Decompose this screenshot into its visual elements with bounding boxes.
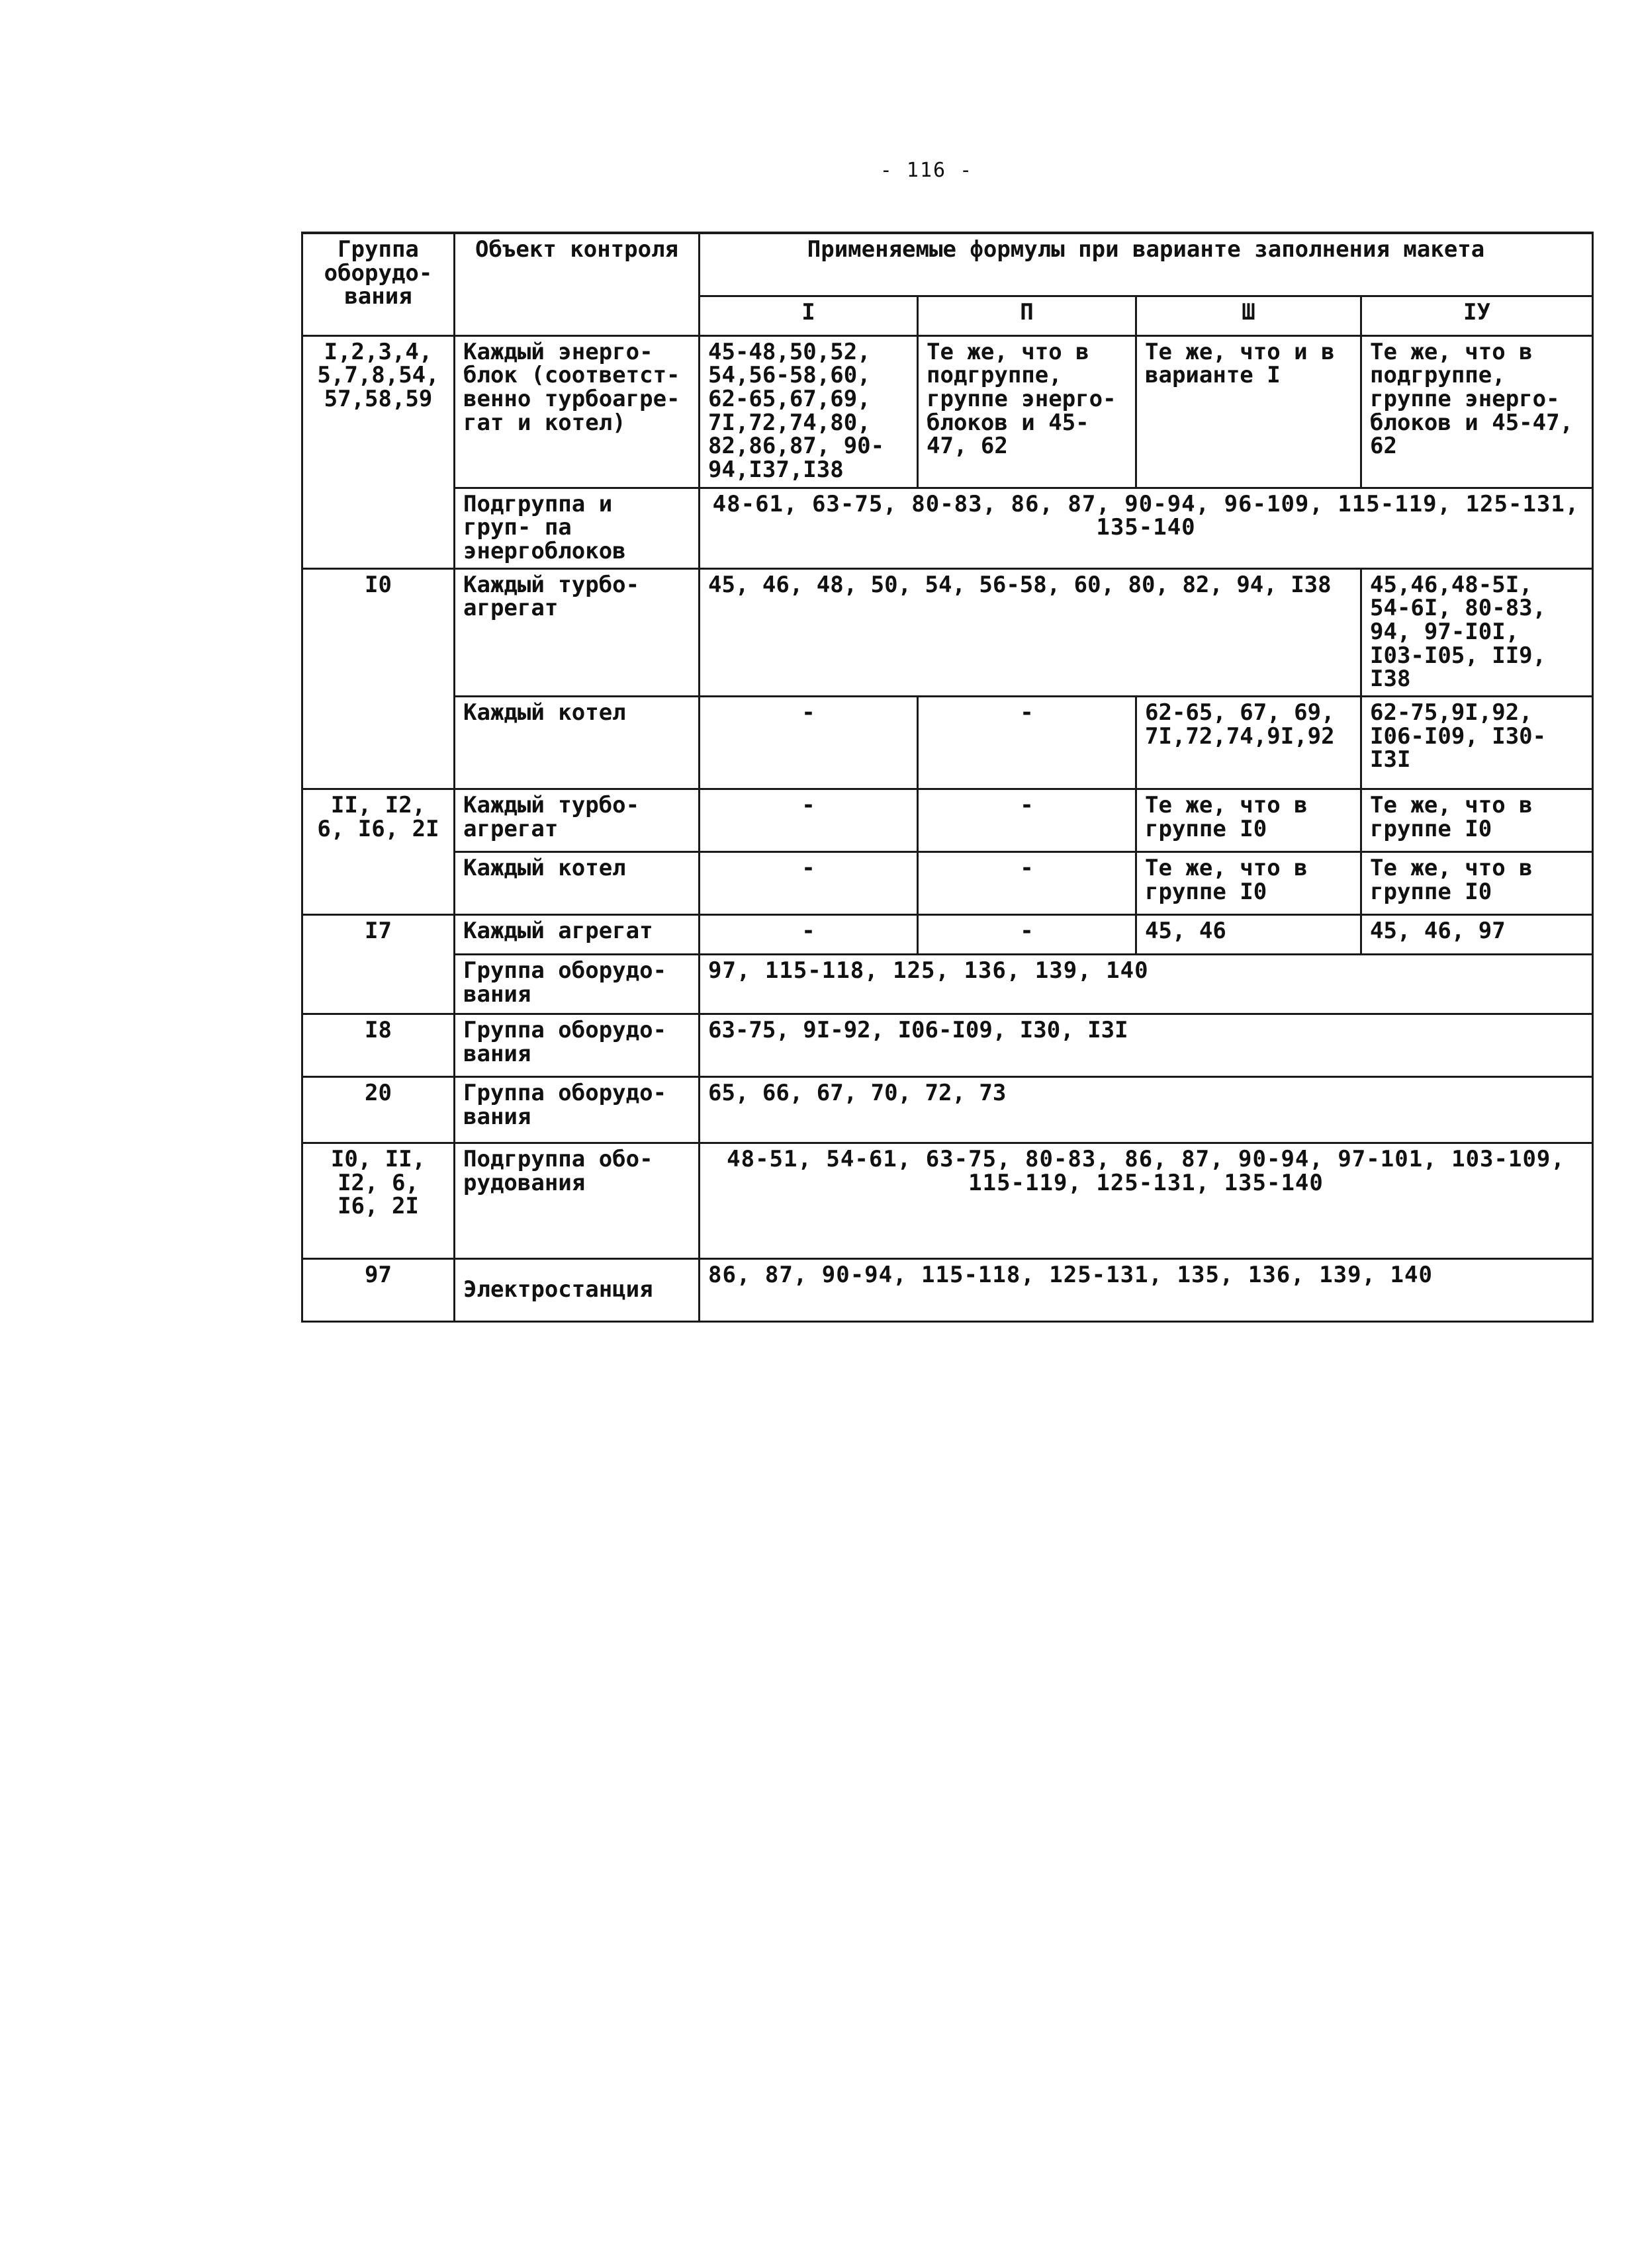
formulas-cell: 48-61, 63-75, 80-83, 86, 87, 90-94, 96-109, 115-119, 125-131, 135-140 (700, 488, 1593, 568)
header-variant-1: I (700, 296, 918, 335)
object-cell: Каждый турбо- агрегат (455, 568, 700, 696)
table-row (302, 335, 1593, 488)
formulas-cell: 65, 66, 67, 70, 72, 73 (700, 1077, 1593, 1143)
variant-4-cell: Те же, что в группе I0 (1361, 789, 1593, 852)
header-variant-3: Ш (1136, 296, 1361, 335)
variant-4-cell: 45, 46, 97 (1361, 915, 1593, 955)
variant-1-3-cell: 45, 46, 48, 50, 54, 56-58, 60, 80, 82, 94, I38 (700, 568, 1361, 696)
variant-4-cell: Те же, что в подгруппе, группе энерго- блоков и 45-47, 62 (1361, 335, 1593, 488)
group-cell: 97 (302, 1259, 455, 1322)
table-row (302, 697, 1593, 789)
group-cell: I,2,3,4, 5,7,8,54, 57,58,59 (302, 335, 455, 568)
variant-4-cell: 62-75,9I,92, I06-I09, I30-I3I (1361, 697, 1593, 789)
variant-1-cell: 45-48,50,52, 54,56-58,60, 62-65,67,69, 7I,72,74,80, 82,86,87, 90-94,I37,I38 (700, 335, 918, 488)
table-row (302, 789, 1593, 852)
group-cell: I8 (302, 1014, 455, 1077)
group-cell: I0 (302, 568, 455, 789)
table-row (302, 568, 1593, 696)
table-row (302, 1077, 1593, 1143)
object-cell: Каждый энерго- блок (соответст- венно турбоагре- гат и котел) (455, 335, 700, 488)
variant-4-cell: Те же, что в группе I0 (1361, 852, 1593, 915)
header-object: Объект контроля (455, 233, 700, 335)
variant-1-cell: - (700, 852, 918, 915)
group-cell: I0, II, I2, 6, I6, 2I (302, 1143, 455, 1259)
variant-2-cell: - (918, 852, 1136, 915)
page-number: - 116 - (880, 159, 974, 182)
variant-1-cell: - (700, 789, 918, 852)
table-row (302, 852, 1593, 915)
formulas-cell: 97, 115-118, 125, 136, 139, 140 (700, 955, 1593, 1014)
header-row (302, 233, 1593, 296)
header-formulas: Применяемые формулы при варианте заполнения макета (700, 233, 1593, 296)
object-cell: Каждый котел (455, 697, 700, 789)
table-row (302, 1014, 1593, 1077)
table-row (302, 1143, 1593, 1259)
object-cell: Каждый агрегат (455, 915, 700, 955)
variant-3-cell: Те же, что и в варианте I (1136, 335, 1361, 488)
variant-1-cell: - (700, 697, 918, 789)
object-cell: Группа оборудо- вания (455, 1014, 700, 1077)
variant-3-cell: 45, 46 (1136, 915, 1361, 955)
table-row (302, 488, 1593, 568)
table-row (302, 915, 1593, 955)
header-variant-4: IУ (1361, 296, 1593, 335)
header-variant-2: П (918, 296, 1136, 335)
formulas-cell: 63-75, 9I-92, I06-I09, I30, I3I (700, 1014, 1593, 1077)
variant-3-cell: Те же, что в группе I0 (1136, 852, 1361, 915)
variant-2-cell: - (918, 915, 1136, 955)
formulas-table (301, 232, 1594, 1323)
table-row (302, 1259, 1593, 1322)
variant-1-cell: - (700, 915, 918, 955)
object-cell: Каждый котел (455, 852, 700, 915)
object-cell: Группа оборудо- вания (455, 1077, 700, 1143)
table-row (302, 955, 1593, 1014)
variant-2-cell: - (918, 789, 1136, 852)
object-cell: Подгруппа и груп- па энергоблоков (455, 488, 700, 568)
variant-3-cell: 62-65, 67, 69, 7I,72,74,9I,92 (1136, 697, 1361, 789)
object-cell: Электростанция (455, 1259, 700, 1322)
formulas-cell: 48-51, 54-61, 63-75, 80-83, 86, 87, 90-94, 97-101, 103-109, 115-119, 125-131, 135-140 (700, 1143, 1593, 1259)
variant-4-cell: 45,46,48-5I, 54-6I, 80-83, 94, 97-I0I, I03-I05, II9, I38 (1361, 568, 1593, 696)
object-cell: Подгруппа обо- рудования (455, 1143, 700, 1259)
object-cell: Группа оборудо- вания (455, 955, 700, 1014)
variant-2-cell: - (918, 697, 1136, 789)
group-cell: 20 (302, 1077, 455, 1143)
group-cell: I7 (302, 915, 455, 1014)
group-cell: II, I2, 6, I6, 2I (302, 789, 455, 915)
header-group: Группа оборудо- вания (302, 233, 455, 335)
variant-3-cell: Те же, что в группе I0 (1136, 789, 1361, 852)
object-cell: Каждый турбо- агрегат (455, 789, 700, 852)
formulas-cell: 86, 87, 90-94, 115-118, 125-131, 135, 136, 139, 140 (700, 1259, 1593, 1322)
variant-2-cell: Те же, что в подгруппе, группе энерго- блоков и 45-47, 62 (918, 335, 1136, 488)
